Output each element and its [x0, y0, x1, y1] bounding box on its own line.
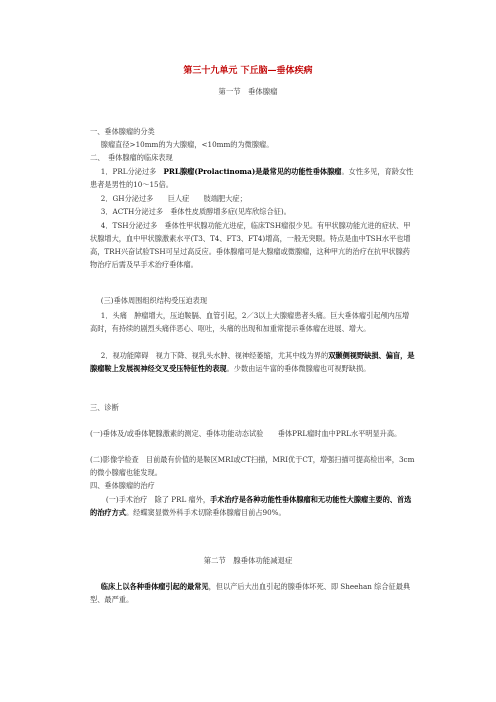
tsh-paragraph: 4．TSH分泌过多 垂体性甲状腺功能亢进症，临床TSH瘤很少见。有甲状腺功能亢进的症状、甲状腺增大，血中甲状腺激素水平(T3、T4、FT3、FT4)增高，一般无突眼。特点是血中TSH水平也增高，TRH兴奋试验TSH可呈过高反应。垂体腺瘤可是大腺瘤或微腺瘤，这种甲亢的治疗在抗甲状腺药物治疗后需及早手术治疗垂体瘤。: [90, 221, 411, 269]
classification-text: 腺瘤直径>10mm的为大腺瘤，<10mm的为微腺瘤。: [100, 140, 274, 149]
diagnosis-item-1: (一)垂体及/或垂体靶腺激素的测定、垂体功能动态试验 垂体PRL瘤时血中PRL水平明显升高。: [90, 429, 402, 438]
unit-title: 第三十九单元 下丘脑—垂体疾病: [183, 66, 313, 76]
diagnosis-heading: 三、诊断: [90, 403, 119, 412]
acth-paragraph: 3．ACTH分泌过多 垂体性皮质醇增多症(见库欣综合征)。: [100, 207, 291, 216]
section-2-heading: 第二节 腺垂体功能减退症: [203, 556, 293, 565]
gh-paragraph: 2．GH分泌过多 巨人症 肢端肥大症；: [100, 194, 247, 203]
diagnosis-item-2: (二)影像学检查 目前最有价值的是鞍区MRI或CT扫描，MRI优于CT，增强扫描可提高检出率，3cm的微小腺瘤也能发现。: [90, 455, 415, 477]
classification-heading: 一、垂体腺瘤的分类: [90, 127, 155, 136]
clinical-heading: 二、 垂体腺瘤的临床表现: [90, 153, 173, 162]
prl-paragraph: 1．PRL分泌过多 PRL腺瘤(Prolactinoma)是最常见的功能性垂体腺瘤。女性多见，育龄女性患者是男性的10～15倍。: [90, 167, 414, 189]
treatment-heading: 四、垂体腺瘤的治疗: [90, 481, 155, 490]
headache-paragraph: 1．头痛 肿瘤增大，压迫鞍膈、血管引起，2／3以上大腺瘤患者头痛。巨大垂体瘤引起颅内压增高时，有持续的剧烈头痛伴恶心、呕吐，头痛的出现和加重常提示垂体瘤在进展、增大。: [90, 311, 410, 333]
surgery-paragraph: (一)手术治疗 除了 PRL 瘤外，手术治疗是各种功能性垂体腺瘤和无功能性大腺瘤主要的、首选的治疗方式。经蝶窦显微外科手术切除垂体腺瘤目前占90%。: [90, 495, 412, 517]
section-1-heading: 第一节 垂体腺瘤: [218, 87, 278, 96]
sheehan-paragraph: 临床上以各种垂体瘤引起的最常见，但以产后大出血引起的腺垂体坏死、即 Sheehan 综合征最典型、最严重。: [90, 582, 411, 604]
vision-paragraph: 2．视功能障碍 视力下降、视乳头水肿、视神经萎缩，尤其中线为界的双颞侧视野缺损、偏盲，是腺瘤鞍上发展视神经交叉受压特征性的表现。少数由运牛富的垂体微腺瘤也可视野缺损。: [90, 351, 415, 373]
compression-heading: (三)垂体周围组织结构受压迫表现: [100, 296, 208, 305]
